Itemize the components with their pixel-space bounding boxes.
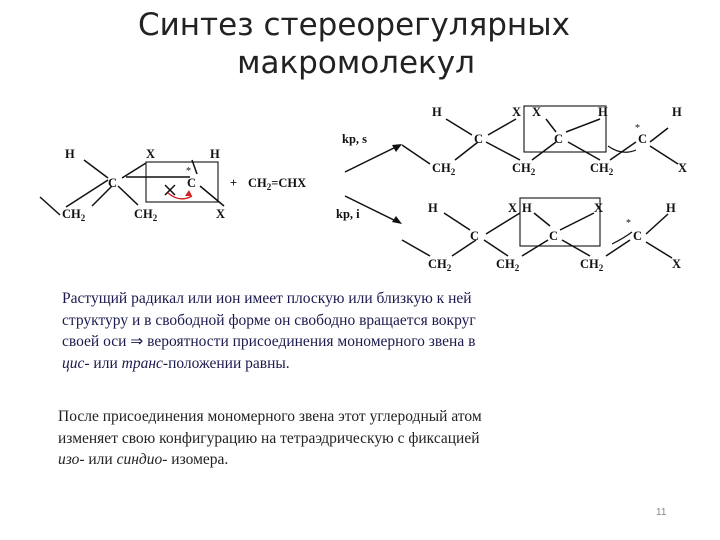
atom-H: H	[522, 201, 532, 215]
reaction-arrows	[336, 132, 402, 224]
monomer-formula: $CH_2=CHX$	[248, 176, 307, 192]
paragraph-line: структуру и в свободной форме он свободно вращается вокруг	[62, 311, 476, 329]
atom-H: H	[428, 201, 438, 215]
atom-X: X	[532, 105, 542, 119]
highlight-box	[520, 198, 600, 246]
explanation-paragraph-1	[62, 288, 661, 374]
group-CH2: $CH_2$	[62, 207, 86, 223]
atom-H: H	[432, 105, 442, 119]
paragraph-line: вероятности присоединения мономерного звена в	[143, 333, 476, 350]
atom-H: H	[666, 201, 676, 215]
atom-C: C	[549, 229, 559, 243]
atom-C-radical: C	[638, 132, 648, 146]
group-CH2: $CH_2$	[432, 161, 456, 177]
paragraph-line: После присоединения мономерного звена этот углеродный атом	[58, 408, 482, 425]
group-CH2: $CH_2$	[134, 207, 158, 223]
paragraph-line: изменяет свою конфигурацию на тетраэдрическую с фиксацией	[58, 429, 480, 447]
radical-star: *	[626, 218, 631, 229]
group-CH2: $CH_2$	[496, 257, 520, 273]
implies-arrow: ⇒	[130, 333, 144, 350]
group-CH2: $CH_2$	[580, 257, 604, 273]
atom-H: H	[65, 147, 75, 161]
atom-H: H	[672, 105, 682, 119]
rate-constant-syndio: kp, s	[342, 132, 368, 146]
paragraph-text: - изомера.	[162, 451, 229, 468]
paragraph-line: Растущий радикал или ион имеет плоскую или близкую к ней	[62, 290, 472, 307]
rotation-arrow	[612, 232, 632, 244]
page-number: 11	[656, 507, 667, 518]
atom-X: X	[216, 207, 226, 221]
rotation-arrow-head	[185, 190, 192, 196]
atom-H: H	[210, 147, 220, 161]
syndio-term: синдио	[116, 451, 163, 468]
explanation-paragraph-2	[58, 406, 664, 471]
iso-term: изо	[58, 451, 80, 468]
paragraph-text: -положении равны.	[162, 354, 290, 372]
atom-C: C	[474, 132, 484, 146]
atom-X: X	[594, 201, 604, 215]
atom-C-radical: C	[187, 176, 197, 190]
rate-constant-iso: kp, i	[336, 207, 360, 221]
atom-C-radical: C	[633, 229, 643, 243]
atom-H: H	[598, 105, 608, 119]
paragraph-text: - или	[84, 354, 122, 372]
plus-sign: +	[230, 176, 238, 190]
atom-C: C	[470, 229, 480, 243]
isotactic-product	[402, 198, 681, 273]
growing-chain-radical	[40, 147, 225, 223]
paragraph-line: своей оси	[62, 333, 131, 350]
atom-C: C	[554, 132, 564, 146]
group-CH2: $CH_2$	[428, 257, 452, 273]
trans-term: транс	[121, 354, 163, 372]
group-CH2: $CH_2$	[590, 161, 614, 177]
highlight-box	[146, 162, 218, 202]
paragraph-text: - или	[79, 451, 117, 468]
slide-title-line-1: Синтез стереорегулярных	[137, 7, 571, 43]
radical-star: *	[186, 166, 191, 177]
atom-C: C	[108, 176, 118, 190]
atom-X: X	[678, 161, 688, 175]
atom-X: X	[512, 105, 522, 119]
atom-X: X	[146, 147, 156, 161]
syndiotactic-product	[402, 105, 687, 177]
group-CH2: $CH_2$	[512, 161, 536, 177]
atom-X: X	[508, 201, 518, 215]
radical-star: *	[635, 123, 640, 134]
atom-X: X	[672, 257, 682, 271]
cis-term: цис	[62, 354, 85, 372]
slide-title-line-2: макромолекул	[237, 45, 475, 81]
